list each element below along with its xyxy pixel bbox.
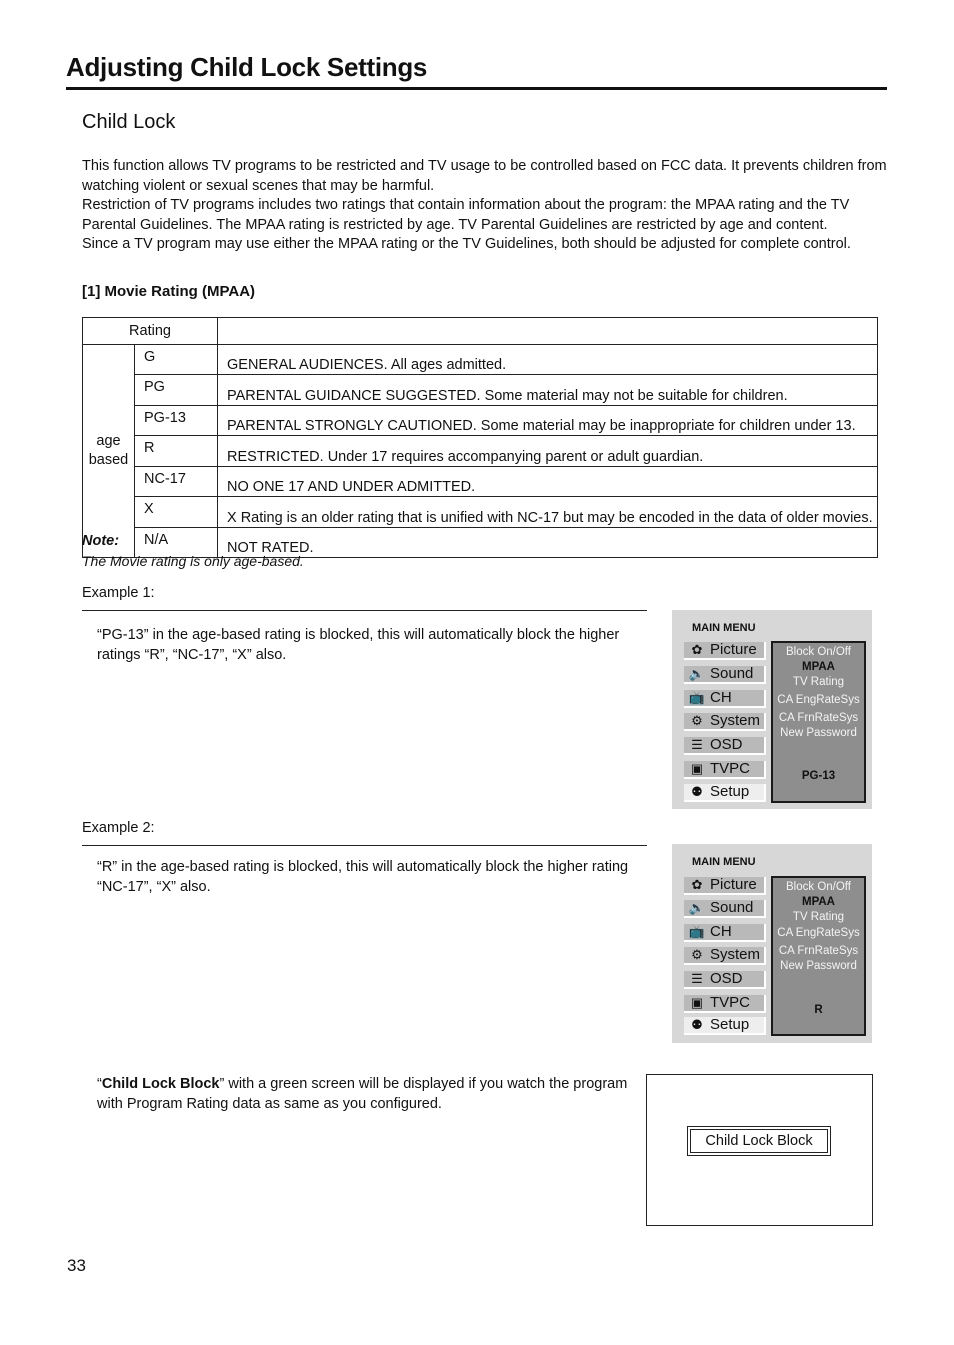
gears-icon: ⚙: [691, 947, 703, 962]
menu-item-label: Sound: [710, 899, 754, 916]
rating-description: X Rating is an older rating that is unified with NC-17 but may be encoded in the data of older movies.: [218, 497, 878, 528]
section-title: Child Lock: [82, 111, 176, 133]
table-row: [83, 344, 878, 375]
setup-icon: ⚉: [691, 1017, 703, 1032]
rating-description: PARENTAL GUIDANCE SUGGESTED. Some material may not be suitable for children.: [218, 375, 878, 406]
child-lock-block-term: Child Lock Block: [101, 1076, 220, 1092]
menu-item-label: TVPC: [710, 994, 751, 1011]
rating-code: X: [135, 497, 218, 528]
menu-item-tvpc[interactable]: [684, 761, 766, 779]
menu-item-sound[interactable]: [684, 666, 766, 684]
menu-item-label: System: [710, 946, 761, 963]
example-2-text: “R” in the age-based rating is blocked, this will automatically block the higher rating “NC-17”, “X” also.: [97, 859, 629, 895]
menu-item-sound[interactable]: [684, 900, 766, 918]
age-based-label: age based: [83, 344, 135, 558]
setup-icon: ⚉: [691, 784, 703, 799]
menu-item-label: CH: [710, 923, 732, 940]
note-text: The Movie rating is only age-based.: [82, 553, 304, 569]
screen-icon: ▣: [690, 761, 704, 776]
intro-text: [82, 157, 887, 255]
panel-item-mpaa[interactable]: MPAA: [801, 661, 835, 673]
blocked-rating-value: R: [814, 1004, 823, 1016]
child-lock-block-message: Child Lock Block: [690, 1129, 828, 1153]
menu-item-label: CH: [710, 689, 732, 706]
menu-item-label: Picture: [710, 876, 757, 893]
blocked-rating-value: PG-13: [801, 770, 836, 782]
table-header-row: [83, 318, 878, 345]
rating-description: PARENTAL STRONGLY CAUTIONED. Some material may be inappropriate for children under 13.: [218, 405, 878, 436]
rating-description: GENERAL AUDIENCES. All ages admitted.: [218, 344, 878, 375]
rating-description: NOT RATED.: [218, 527, 878, 558]
intro-paragraph: Since a TV program may use either the MPAA rating or the TV Guidelines, both should be adjusted for complete control.: [82, 236, 851, 252]
menu-item-osd[interactable]: [684, 737, 766, 755]
rating-code: PG-13: [135, 405, 218, 436]
rating-code: R: [135, 436, 218, 467]
tv-menu-example-1: [672, 610, 872, 809]
menu-item-ch[interactable]: [684, 690, 766, 708]
child-lock-block-text: [97, 1075, 632, 1114]
example-2-divider: [82, 845, 647, 846]
menu-item-setup[interactable]: [684, 784, 766, 802]
people-icon: ✿: [691, 642, 703, 657]
movie-rating-heading: [1] Movie Rating (MPAA): [82, 283, 256, 300]
tv-icon: 📺: [688, 690, 706, 705]
description-header: [218, 318, 878, 345]
panel-item-mpaa[interactable]: MPAA: [801, 896, 835, 908]
menu-item-tvpc[interactable]: [684, 995, 766, 1013]
menu-item-label: TVPC: [710, 760, 751, 777]
rating-description: RESTRICTED. Under 17 requires accompanying parent or adult guardian.: [218, 436, 878, 467]
rating-description: NO ONE 17 AND UNDER ADMITTED.: [218, 466, 878, 497]
menu-item-picture[interactable]: [684, 877, 766, 895]
menu-item-label: OSD: [710, 736, 743, 753]
example-1-label: Example 1:: [82, 585, 155, 601]
child-lock-block-description: ” with a green screen will be displayed if you watch the program with Program Rating data as same as you configured.: [97, 1076, 628, 1112]
rating-header: Rating: [83, 318, 218, 345]
intro-paragraph: Restriction of TV programs includes two ratings that contain information about the program: the MPAA rating and the TV Parental Guidelines. The MPAA rating is restricted by age. TV Parental Guidelines are restricted by age and content.: [82, 197, 850, 233]
page-title: Adjusting Child Lock Settings: [66, 52, 428, 82]
menu-title: MAIN MENU: [692, 622, 756, 634]
page-number: 33: [67, 1256, 86, 1275]
screen-icon: ▣: [690, 995, 704, 1010]
menu-item-label: Picture: [710, 641, 757, 658]
menu-item-label: Setup: [710, 1016, 750, 1033]
speaker-icon: 🔈: [688, 900, 706, 915]
tv-icon: 📺: [688, 924, 706, 939]
rating-code: PG: [135, 375, 218, 406]
panel-item-tv-rating[interactable]: TV Rating: [792, 911, 845, 923]
panel-item-ca-eng[interactable]: CA EngRateSys: [777, 694, 860, 706]
menu-item-system[interactable]: [684, 713, 766, 731]
menu-item-label: System: [710, 712, 761, 729]
panel-item-ca-frn[interactable]: CA FrnRateSys: [778, 945, 859, 957]
panel-item-password[interactable]: New Password: [780, 960, 857, 972]
panel-item-ca-frn[interactable]: CA FrnRateSys: [778, 712, 859, 724]
child-lock-screen: [646, 1074, 873, 1226]
panel-item-password[interactable]: New Password: [780, 727, 857, 739]
menu-item-system[interactable]: [684, 947, 766, 965]
table-row: [83, 436, 878, 467]
example-1-text: “PG-13” in the age-based rating is blocked, this will automatically block the higher ratings “R”, “NC-17”, “X” also.: [97, 627, 620, 663]
speaker-icon: 🔈: [688, 666, 706, 681]
menu-item-label: Sound: [710, 665, 754, 682]
panel-item-block[interactable]: Block On/Off: [786, 881, 851, 893]
menu-item-label: OSD: [710, 970, 743, 987]
menu-item-osd[interactable]: [684, 971, 766, 989]
people-icon: ✿: [691, 877, 703, 892]
rating-code: NC-17: [135, 466, 218, 497]
mpaa-rating-table: [82, 317, 878, 558]
rating-code: N/A: [135, 527, 218, 558]
table-row: [83, 466, 878, 497]
child-lock-panel: [771, 876, 866, 1036]
menu-item-ch[interactable]: [684, 924, 766, 942]
table-row: [83, 405, 878, 436]
menu-title: MAIN MENU: [692, 856, 756, 868]
tv-menu-example-2: [672, 844, 872, 1043]
panel-item-block[interactable]: Block On/Off: [786, 646, 851, 658]
child-lock-panel: [771, 641, 866, 803]
list-icon: ☰: [691, 737, 703, 752]
note-label: Note:: [82, 533, 120, 549]
panel-item-tv-rating[interactable]: TV Rating: [792, 676, 845, 688]
title-divider: [66, 87, 887, 90]
menu-item-setup[interactable]: [684, 1017, 766, 1035]
list-icon: ☰: [691, 971, 703, 986]
example-1-divider: [82, 610, 647, 611]
table-row: [83, 375, 878, 406]
rating-code: G: [135, 344, 218, 375]
intro-paragraph: This function allows TV programs to be restricted and TV usage to be controlled based on FCC data. It prevents children from watching violent or sexual scenes that may be harmful.: [82, 158, 887, 194]
gears-icon: ⚙: [691, 713, 703, 728]
panel-item-ca-eng[interactable]: CA EngRateSys: [777, 927, 860, 939]
table-row: [83, 497, 878, 528]
menu-item-label: Setup: [710, 783, 750, 800]
menu-item-picture[interactable]: [684, 642, 766, 660]
example-2-label: Example 2:: [82, 820, 155, 836]
quote-mark: “: [97, 1076, 102, 1092]
